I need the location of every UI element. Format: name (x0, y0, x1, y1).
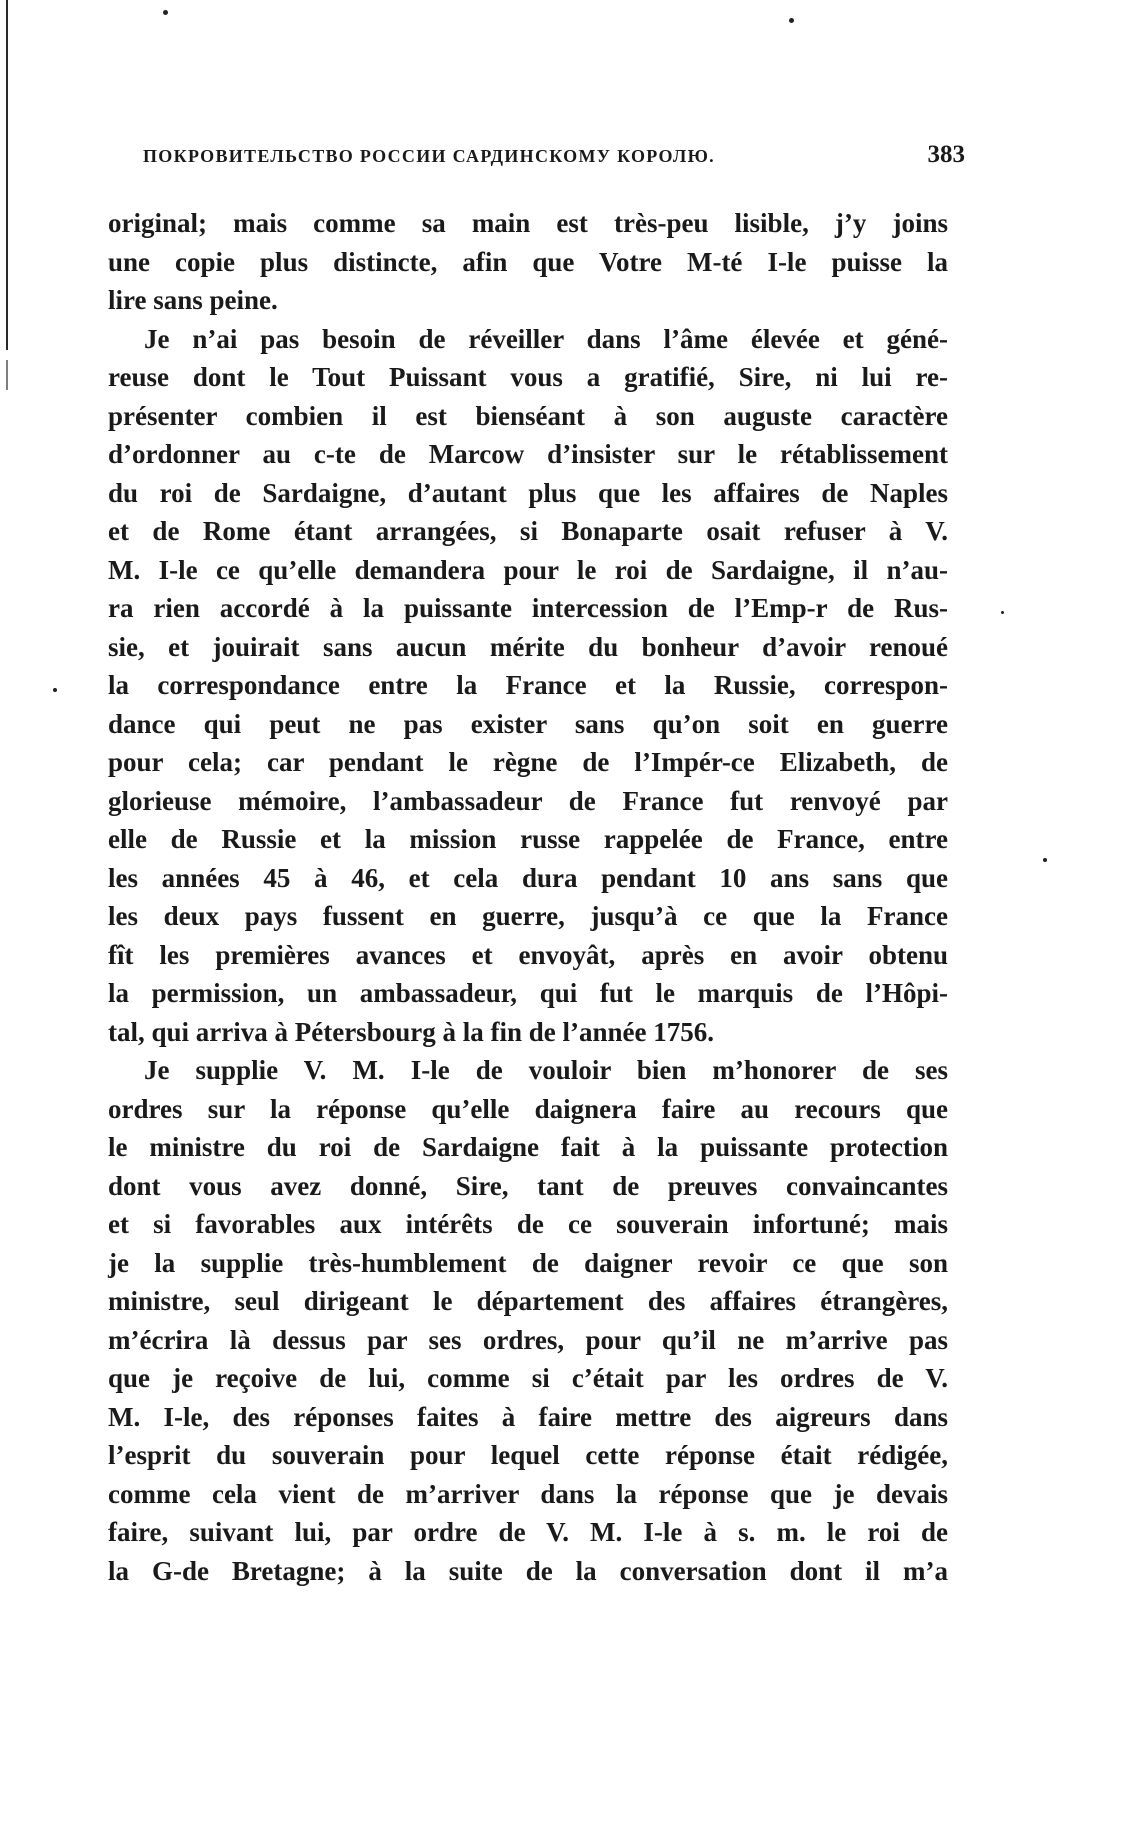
text-line: reuse dont le Tout Puissant vous a gratifié, Sire, ni lui re- (108, 362, 948, 392)
text-line: original; mais comme sa main est très-peu lisible, j’y joins (108, 208, 948, 238)
text-line: d’ordonner au c-te de Marcow d’insister sur le rétablissement (108, 439, 948, 469)
text-line: Je n’ai pas besoin de réveiller dans l’âme élevée et géné- (144, 323, 948, 354)
text-line: la G-de Bretagne; à la suite de la conversation dont il m’a (108, 1555, 948, 1586)
page-edge-rule (6, 0, 8, 350)
text-line: le ministre du roi de Sardaigne fait à la puissante protection (108, 1132, 948, 1162)
text-line: comme cela vient de m’arriver dans la réponse que je devais (108, 1478, 948, 1509)
text-line: dont vous avez donné, Sire, tant de preuves convaincantes (108, 1170, 948, 1201)
text-line: que je reçoive de lui, comme si c’était par les ordres de V. (108, 1363, 948, 1393)
body-text (108, 204, 948, 1590)
print-speck (1001, 611, 1004, 614)
text-line: faire, suivant lui, par ordre de V. M. I-le à s. m. le roi de (108, 1517, 948, 1547)
text-line: et si favorables aux intérêts de ce souverain infortuné; mais (108, 1209, 948, 1239)
text-line: dance qui peut ne pas exister sans qu’on soit en guerre (108, 708, 948, 739)
text-line: m’écrira là dessus par ses ordres, pour qu’il ne m’arrive pas (108, 1324, 948, 1355)
text-line: elle de Russie et la mission russe rappelée de France, entre (108, 824, 948, 854)
print-speck (1043, 858, 1047, 862)
text-line: présenter combien il est bienséant à son auguste caractère (108, 400, 948, 431)
text-line: la correspondance entre la France et la Russie, correspon- (108, 670, 948, 700)
print-speck (789, 18, 794, 23)
text-line: la permission, un ambassadeur, qui fut le marquis de l’Hôpi- (108, 978, 948, 1008)
text-line: lire sans peine. (108, 285, 278, 315)
text-line: tal, qui arriva à Pétersbourg à la fin de l’année 1756. (108, 1016, 714, 1047)
text-line: M. I-le, des réponses faites à faire mettre des aigreurs dans (108, 1401, 948, 1432)
text-line: et de Rome étant arrangées, si Bonaparte osait refuser à V. (108, 516, 948, 546)
text-line: pour cela; car pendant le règne de l’Impér-ce Elizabeth, de (108, 747, 948, 777)
text-line: je la supplie très-humblement de daigner revoir ce que son (108, 1247, 948, 1278)
text-line: fît les premières avances et envoyât, après en avoir obtenu (108, 939, 948, 970)
text-line: une copie plus distincte, afin que Votre M-té I-le puisse la (108, 246, 948, 277)
text-line: ministre, seul dirigeant le département des affaires étrangères, (108, 1286, 948, 1316)
page-header (143, 141, 965, 177)
page-edge-rule-fragment (6, 360, 8, 390)
text-line: M. I-le ce qu’elle demandera pour le roi de Sardaigne, il n’au- (108, 554, 948, 585)
running-title: ПОКРОВИТЕЛЬСТВО РОССИИ САРДИНСКОМУ КОРОЛЮ. (143, 146, 715, 166)
print-speck (53, 688, 57, 692)
text-line: les deux pays fussent en guerre, jusqu’à ce que la France (108, 901, 948, 931)
print-speck (163, 10, 168, 15)
text-line: ra rien accordé à la puissante intercession de l’Emp-r de Rus- (108, 593, 948, 623)
text-line: ordres sur la réponse qu’elle daignera faire au recours que (108, 1093, 948, 1124)
text-line: les années 45 à 46, et cela dura pendant 10 ans sans que (108, 862, 948, 893)
text-line: sie, et jouirait sans aucun mérite du bonheur d’avoir renoué (108, 631, 948, 662)
text-line: l’esprit du souverain pour lequel cette réponse était rédigée, (108, 1440, 948, 1470)
text-line: glorieuse mémoire, l’ambassadeur de France fut renvoyé par (108, 785, 948, 816)
page-number: 383 (927, 141, 965, 168)
text-line: du roi de Sardaigne, d’autant plus que les affaires de Naples (108, 477, 948, 508)
text-line: Je supplie V. M. I-le de vouloir bien m’honorer de ses (144, 1055, 948, 1085)
